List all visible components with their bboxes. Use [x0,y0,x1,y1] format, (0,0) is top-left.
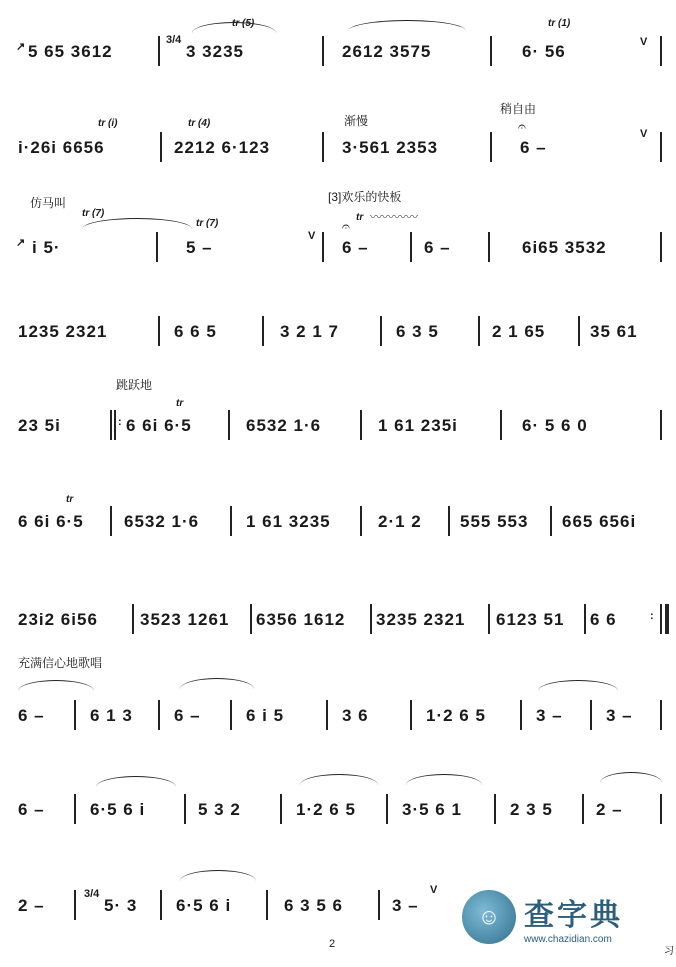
measure-4: 6 – [520,138,547,157]
barline [380,316,382,346]
barline [488,232,490,262]
slur [300,774,378,785]
measure-2: 6 1 3 [90,706,133,725]
trill-mark: tr (7) [82,208,105,219]
barline [326,700,328,730]
time-signature: 3/4 [84,888,100,900]
barline [158,316,160,346]
barline [74,794,76,824]
measure-4: 1·2 6 5 [296,800,356,819]
barline [360,410,362,440]
barline [584,604,586,634]
barline [322,132,324,162]
barline [74,890,76,920]
measure-5: 6· 5 6 0 [522,416,588,435]
barline [448,506,450,536]
trill-mark: tr [66,494,74,505]
measure-1: 23 5i [18,416,61,435]
barline [490,36,492,66]
measure-3: 6356 1612 [256,610,346,629]
slur [600,772,662,783]
measure-6: 665 656i [562,512,637,531]
barline [590,700,592,730]
measure-1: 6 – [18,706,45,725]
slur [96,776,176,787]
measure-3: 6 – [174,706,201,725]
measure-4: 1 61 235i [378,416,458,435]
measure-3: 1 61 3235 [246,512,331,531]
measure-1: 1235 2321 [18,322,108,341]
barline [250,604,252,634]
barline [360,506,362,536]
measure-3: 3 2 1 7 [280,322,339,341]
measure-1: 23i2 6i56 [18,610,98,629]
staff-system-8 [0,656,676,730]
measure-6: 6 6 [590,610,617,629]
trill-mark: tr (i) [98,118,118,129]
measure-1: 6 6i 6·5 [18,512,84,531]
staff-system-3 [0,190,676,262]
measure-5: 6123 51 [496,610,565,629]
fermata-icon: 𝄐 [518,118,526,134]
expression-marking: 充满信心地歌唱 [18,656,103,670]
slur [406,774,482,785]
measure-4: 6 i 5 [246,706,285,725]
trill-mark: tr (7) [196,218,219,229]
barline [228,410,230,440]
staff-system-9 [0,794,676,824]
measure-5: 6i65 3532 [522,238,607,257]
slur [18,680,94,691]
measure-7: 3 – [536,706,563,725]
barline [114,410,116,440]
measure-1: 6 – [18,800,45,819]
measure-1: 2 – [18,896,45,915]
measure-4: 6 – [424,238,451,257]
edge-character: 习 [664,946,674,957]
measure-3: 2612 3575 [342,42,432,61]
barline [230,700,232,730]
barline [280,794,282,824]
arrow-mark: ↗ [16,237,26,249]
measure-4: 6 3 5 6 [284,896,343,915]
barline [660,604,662,634]
breath-mark: V [430,884,438,896]
barline [660,132,662,162]
measure-2: 2212 6·123 [174,138,271,157]
barline [478,316,480,346]
barline [494,794,496,824]
barline [158,36,160,66]
staff-system-2 [0,102,676,162]
site-logo [462,886,662,948]
measure-2: 3523 1261 [140,610,230,629]
trill-mark: tr (5) [232,18,255,29]
staff-system-5 [0,378,676,440]
slur [348,20,466,31]
slur [180,678,254,689]
measure-1: 5 65 3612 [28,42,113,61]
barline [488,604,490,634]
measure-8: 3 – [606,706,633,725]
measure-5: 2 1 65 [492,322,546,341]
barline [184,794,186,824]
measure-2: 6 6i 6·5 [126,416,192,435]
barline [578,316,580,346]
barline [322,232,324,262]
staff-system-4 [0,316,676,346]
barline [230,506,232,536]
barline [665,604,669,634]
barline [262,316,264,346]
measure-3: 6532 1·6 [246,416,322,435]
measure-2: 3 3235 [186,42,244,61]
time-signature: 3/4 [166,34,182,46]
slur [538,680,618,691]
mascot-icon: ☺ [462,890,516,944]
breath-mark: V [308,230,316,242]
barline [322,36,324,66]
expression-marking: 仿马叫 [30,196,67,210]
measure-3: 6 – [342,238,369,257]
repeat-dots: : [118,416,122,428]
barline [74,700,76,730]
barline [160,132,162,162]
barline [660,410,662,440]
measure-1: i 5· [32,238,61,257]
trill-mark: tr (1) [548,18,571,29]
slur [82,218,192,229]
measure-1: i·26i 6656 [18,138,105,157]
measure-2: 5· 3 [104,896,138,915]
barline [370,604,372,634]
barline [386,794,388,824]
barline [660,36,662,66]
barline [550,506,552,536]
measure-5: 3·5 6 1 [402,800,462,819]
measure-6: 35 61 [590,322,638,341]
expression-marking: 跳跃地 [116,378,153,392]
trill-mark: tr [356,212,364,223]
staff-system-7 [0,604,676,634]
barline [156,232,158,262]
staff-system-1 [0,18,676,66]
page-number: 2 [329,938,336,950]
measure-4: 2·1 2 [378,512,422,531]
barline [660,794,662,824]
barline [266,890,268,920]
breath-mark: V [640,128,648,140]
tempo-marking: 稍自由 [500,102,537,116]
measure-5: 3 – [392,896,419,915]
barline [160,890,162,920]
trill-mark: tr (4) [188,118,211,129]
fermata-icon: 𝄐 [342,218,350,234]
slur [180,870,256,881]
measure-2: 6·5 6 i [90,800,146,819]
arrow-mark: ↗ [16,41,26,53]
measure-2: 6 6 5 [174,322,217,341]
measure-2: 5 – [186,238,213,257]
barline [490,132,492,162]
measure-3: 3·561 2353 [342,138,439,157]
staff-system-6 [0,494,676,536]
measure-6: 2 3 5 [510,800,553,819]
barline [500,410,502,440]
measure-3: 6·5 6 i [176,896,232,915]
barline [158,700,160,730]
section-heading: [3]欢乐的快板 [328,190,402,204]
measure-3: 5 3 2 [198,800,241,819]
measure-5: 555 553 [460,512,529,531]
barline [660,700,662,730]
barline [410,232,412,262]
measure-6: 1·2 6 5 [426,706,486,725]
measure-4: 6 3 5 [396,322,439,341]
breath-mark: V [640,36,648,48]
barline [410,700,412,730]
repeat-dots: : [650,610,654,622]
trill-mark: tr [176,398,184,409]
barline [660,232,662,262]
barline [110,410,112,440]
logo-url: www.chazidian.com [524,933,612,945]
measure-2: 6532 1·6 [124,512,200,531]
measure-4: 6· 56 [522,42,566,61]
barline [132,604,134,634]
measure-4: 3235 2321 [376,610,466,629]
tempo-marking: 渐慢 [344,114,369,128]
barline [110,506,112,536]
measure-5: 3 6 [342,706,369,725]
barline [582,794,584,824]
measure-7: 2 – [596,800,623,819]
logo-name: 查字典 [524,898,623,932]
barline [378,890,380,920]
barline [520,700,522,730]
trill-wave: 〰〰〰〰 [370,210,419,224]
